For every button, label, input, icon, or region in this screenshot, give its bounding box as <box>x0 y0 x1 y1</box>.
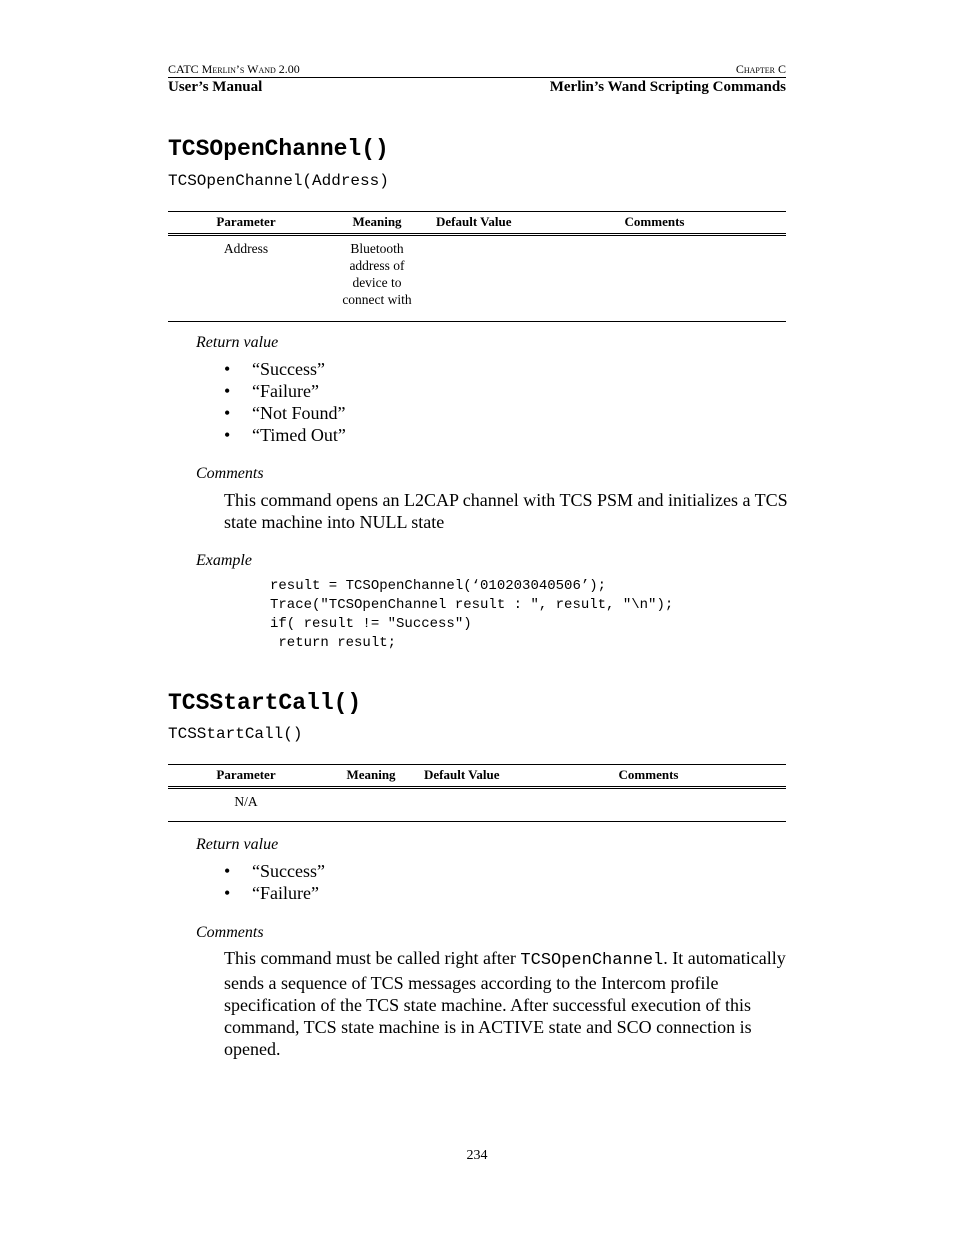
section1-comments-label: Comments <box>196 465 264 482</box>
th-meaning: Meaning <box>324 212 430 235</box>
page-number: 234 <box>466 1148 488 1163</box>
table-row <box>168 235 786 322</box>
section1-return-list <box>224 358 346 446</box>
header-manual: User’s Manual <box>168 79 263 95</box>
cell-meaning <box>324 235 430 322</box>
cell-meaning <box>324 788 418 822</box>
section2-title: TCSStartCall() <box>168 690 362 716</box>
cell-parameter: N/A <box>168 788 324 822</box>
header-section: Merlin’s Wand Scripting Commands <box>549 79 786 95</box>
section1-example-code: result = TCSOpenChannel(‘010203040506’); Trace("TCSOpenChannel result : ", result, "\n"); if( result != "Success") return result; <box>270 578 674 651</box>
section1-parameter-table <box>168 211 786 322</box>
list-item: • “Success” <box>224 358 346 380</box>
list-item: • “Failure” <box>224 882 325 904</box>
section2-parameter-table <box>168 764 786 822</box>
section2-comments-label: Comments <box>196 924 264 941</box>
table-row <box>168 788 786 822</box>
th-parameter: Parameter <box>168 765 324 788</box>
cell-default <box>418 788 511 822</box>
comments-text-pre: This command must be called right after <box>224 948 521 968</box>
list-item: • “Success” <box>224 860 325 882</box>
cell-parameter: Address <box>168 235 324 322</box>
list-item: • “Not Found” <box>224 402 346 424</box>
th-default: Default Value <box>430 212 523 235</box>
comments-code-ref: TCSOpenChannel <box>520 951 664 970</box>
header-rule <box>168 77 786 78</box>
list-item: • “Failure” <box>224 380 346 402</box>
header-chapter: Chapter C <box>735 62 786 76</box>
cell-meaning-text: Bluetooth address of device to connect with <box>342 241 412 307</box>
section2-return-label: Return value <box>196 836 279 853</box>
section2-comments-text <box>224 947 787 1060</box>
list-item: • “Timed Out” <box>224 424 346 446</box>
section1-comments-text: This command opens an L2CAP channel with TCS PSM and initializes a TCS state machine into NULL state <box>224 490 788 532</box>
section2-return-list <box>224 860 325 904</box>
th-meaning: Meaning <box>324 765 418 788</box>
cell-comments <box>523 235 786 322</box>
cell-default <box>430 235 523 322</box>
section1-return-label: Return value <box>196 334 279 351</box>
cell-comments <box>511 788 786 822</box>
th-default: Default Value <box>418 765 511 788</box>
section2-signature: TCSStartCall() <box>168 725 303 743</box>
th-parameter: Parameter <box>168 212 324 235</box>
section1-title: TCSOpenChannel() <box>168 136 389 162</box>
section1-signature: TCSOpenChannel(Address) <box>168 172 389 190</box>
th-comments: Comments <box>511 765 786 788</box>
header-product: CATC Merlin’s Wand 2.00 <box>168 62 300 76</box>
comments-text-post: . It automatically sends a sequence of TCS messages according to the Intercom profile specification of the TCS state machine. After successful execution of this command, TCS state machine is in ACTIVE state and SCO connection is opened. <box>224 948 786 1059</box>
th-comments: Comments <box>523 212 786 235</box>
section1-example-label: Example <box>196 552 252 569</box>
